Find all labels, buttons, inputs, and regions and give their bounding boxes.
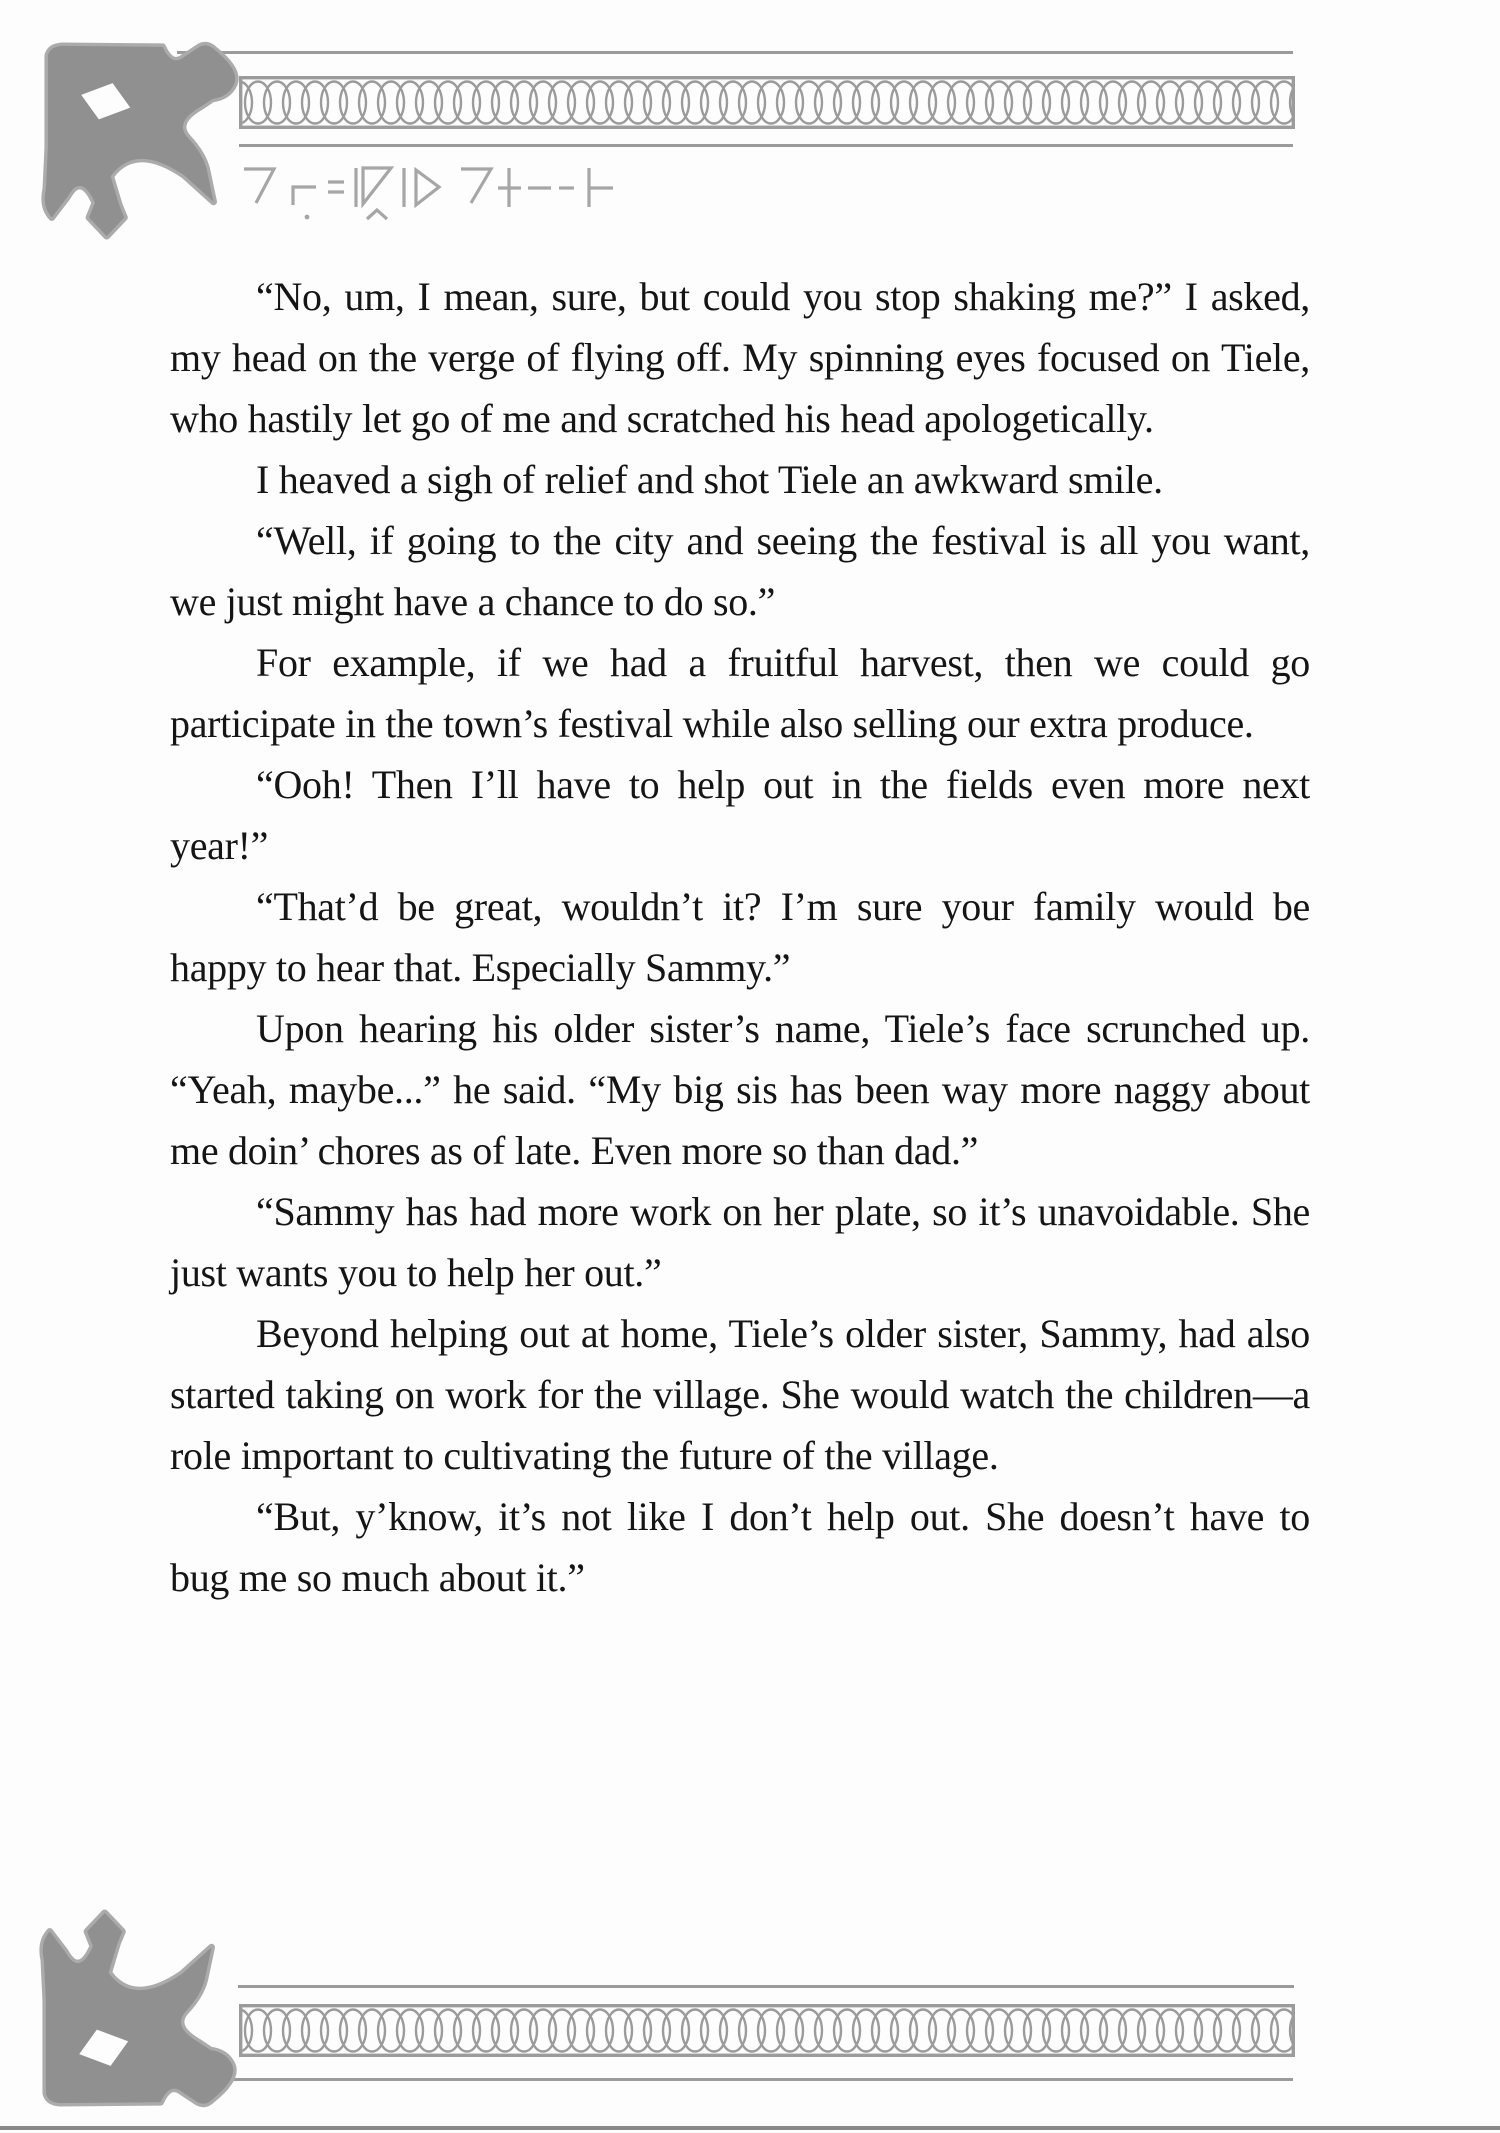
paragraph: “Sammy has had more work on her plate, so it’s unavoidable. She just wants you to help her out.” [170, 1189, 1310, 1295]
paragraph: I heaved a sigh of relief and shot Tiele an awkward smile. [256, 457, 1163, 502]
paragraph: “That’d be great, wouldn’t it? I’m sure your family would be happy to hear that. Especially Sammy.” [170, 884, 1310, 990]
paragraph: “But, y’know, it’s not like I don’t help out. She doesn’t have to bug me so much about it.” [170, 1494, 1310, 1600]
runic-inscription-icon [241, 164, 621, 224]
page-bottom-edge-rule [0, 2126, 1500, 2130]
paragraph: “Well, if going to the city and seeing the festival is all you want, we just might have a chance to do so.” [170, 518, 1310, 624]
footer-lower-rule [181, 2078, 1293, 2081]
header-upper-rule [177, 51, 1293, 54]
paragraph: “No, um, I mean, sure, but could you stop shaking me?” I asked, my head on the verge of flying off. My spinning eyes focused on Tiele, who hastily let go of me and scratched his head apologetically. [170, 274, 1310, 441]
oval-chain-border-bottom [239, 2004, 1295, 2057]
footer-upper-rule [238, 1985, 1294, 1988]
story-text [170, 266, 1310, 1608]
oval-chain-border-top [239, 76, 1295, 129]
paragraph: Beyond helping out at home, Tiele’s older sister, Sammy, had also started taking on work for the village. She would watch the children—a role important to cultivating the future of the village. [170, 1311, 1310, 1478]
crown-emblem-flipped-icon [36, 1908, 244, 2109]
paragraph: For example, if we had a fruitful harvest, then we could go participate in the town’s festival while also selling our extra produce. [170, 640, 1310, 746]
paragraph: “Ooh! Then I’ll have to help out in the fields even more next year!” [170, 762, 1310, 868]
paragraph: Upon hearing his older sister’s name, Tiele’s face scrunched up. “Yeah, maybe...” he said. “My big sis has been way more naggy about me doin’ chores as of late. Even more so than dad.” [170, 1006, 1310, 1173]
header-lower-rule [239, 144, 1293, 147]
crown-emblem-icon [38, 40, 246, 241]
